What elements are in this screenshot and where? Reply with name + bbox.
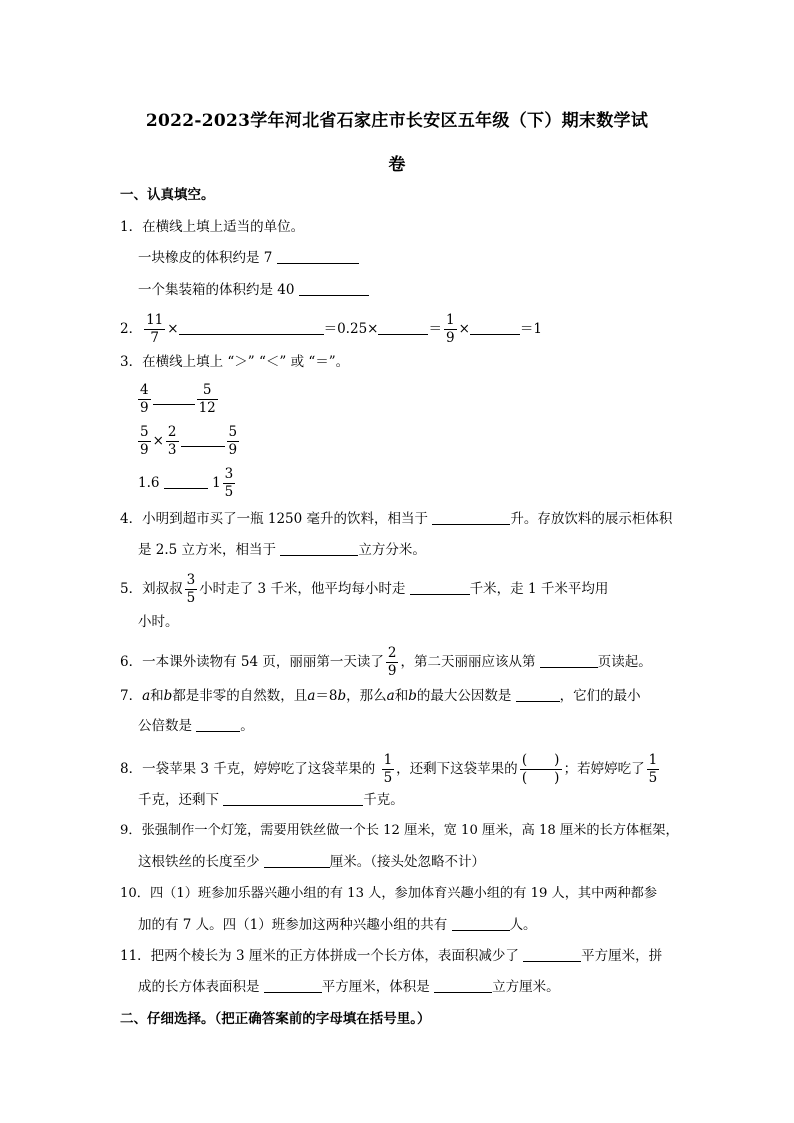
answer-blank[interactable] (264, 978, 322, 993)
times-sign: × (167, 321, 179, 337)
variable-b: b (163, 688, 173, 704)
answer-blank[interactable] (153, 390, 195, 405)
question-11-text: 成的长方体表面积是 (138, 979, 260, 995)
question-4-text: 升。存放饮料的展示柜体积 (510, 511, 673, 527)
times-sign: × (458, 321, 470, 337)
question-11-text: 11．把两个棱长为 3 厘米的正方体拼成一个长方体，表面积减少了 (120, 948, 519, 964)
answer-blank[interactable] (181, 432, 225, 447)
fraction (382, 752, 395, 787)
numerator-blank: ( ) (520, 752, 562, 770)
question-10-line1: 10．四（1）班参加乐器兴趣小组的有 13 人，参加体育兴趣小组的有 19 人，其中两种都参 (120, 886, 658, 901)
question-8-text: ，还剩下这袋苹果的 (396, 761, 518, 777)
variable-a: a (142, 688, 151, 704)
numerator: 5 (228, 424, 238, 440)
fraction-blank[interactable] (520, 752, 562, 787)
fraction (444, 312, 457, 347)
numerator: 5 (197, 382, 218, 400)
question-1-stem: 1．在横线上填上适当的单位。 (120, 219, 305, 235)
question-10-line2 (138, 915, 537, 935)
question-11-text: 平方厘米，拼 (581, 948, 663, 964)
answer-blank[interactable] (432, 510, 510, 525)
question-7-text: 公倍数是 (138, 718, 192, 734)
fraction (185, 572, 198, 607)
question-8-line2 (138, 790, 404, 810)
numerator: 1 (383, 752, 393, 768)
answer-blank[interactable] (523, 947, 581, 962)
question-4-text: 4．小明到超市买了一瓶 1250 毫升的饮料，相当于 (120, 511, 429, 527)
question-7-line1 (120, 686, 641, 706)
fraction (386, 645, 399, 680)
question-1a-text: 一块橡皮的体积约是 7 (138, 250, 273, 266)
question-8-text: 8．一袋苹果 3 千克，婷婷吃了这袋苹果的 (120, 761, 376, 777)
numerator: 2 (387, 645, 397, 661)
question-5-line1 (120, 572, 608, 607)
question-10-text: 人。 (509, 917, 537, 933)
question-7-line2 (138, 716, 254, 736)
fraction (138, 382, 151, 417)
denominator: 9 (140, 442, 149, 458)
question-2 (120, 312, 542, 347)
variable-a: a (307, 688, 316, 704)
question-9-line1: 9．张强制作一个灯笼，需要用铁丝做一个长 12 厘米，宽 10 厘米，高 18 厘米的长方体框架， (120, 823, 679, 838)
denominator: 9 (140, 400, 149, 416)
variable-b: b (408, 688, 417, 704)
question-number: 2． (120, 321, 143, 337)
question-5-text: 5．刘叔叔 (120, 581, 183, 597)
answer-blank[interactable] (264, 853, 330, 868)
fraction (166, 424, 179, 459)
question-6-text: ，第二天丽丽应该从第 (400, 654, 536, 670)
question-7-text: 和 (150, 688, 164, 704)
variable-b: b (337, 688, 347, 704)
mixed-number-whole: 1 (212, 475, 221, 491)
numerator: 4 (140, 382, 149, 398)
fraction (138, 424, 151, 459)
question-7-text: ，它们的最小 (559, 688, 641, 704)
question-7-text: 和 (394, 688, 409, 704)
question-4-text: 是 2.5 立方米，相当于 (138, 542, 277, 558)
answer-blank[interactable] (452, 916, 510, 931)
denominator: 9 (387, 663, 397, 679)
question-3-row1 (136, 382, 220, 417)
answer-blank[interactable] (378, 320, 428, 335)
denominator: 5 (383, 770, 393, 786)
question-number: 7． (120, 688, 143, 704)
answer-blank[interactable] (540, 653, 598, 668)
numerator: 1 (445, 312, 455, 328)
question-4-line1 (120, 509, 672, 529)
section-two-heading: 二、仔细选择。（把正确答案前的字母填在括号里。） (120, 1011, 431, 1027)
question-1a (138, 248, 359, 268)
question-4-line2 (138, 540, 426, 560)
denominator: 7 (150, 330, 159, 346)
numerator: 5 (140, 424, 149, 440)
denominator: 5 (648, 770, 658, 786)
fraction (223, 466, 236, 501)
answer-blank[interactable] (280, 541, 358, 556)
denominator: 3 (167, 442, 177, 458)
question-8-text: ；若婷婷吃了 (563, 761, 645, 777)
question-8-line1 (120, 752, 661, 787)
answer-blank[interactable] (516, 687, 560, 702)
question-7-text: 的最大公因数是 (416, 688, 512, 704)
question-1b (138, 280, 369, 300)
page-title-continued: 卷 (388, 155, 406, 175)
question-5-text: 小时走了 3 千米，他平均每小时走 (199, 581, 406, 597)
question-9-text: 厘米。（接头处忽略不计） (329, 854, 486, 870)
answer-blank[interactable] (277, 249, 359, 264)
question-4-text: 立方分米。 (358, 542, 426, 558)
page-title: 2022-2023学年河北省石家庄市长安区五年级（下）期末数学试 (145, 111, 649, 131)
denominator: 5 (186, 590, 196, 606)
numerator: 3 (224, 466, 234, 482)
denominator-blank: ( ) (521, 770, 560, 786)
section-one-heading: 一、认真填空。 (120, 187, 215, 203)
denominator: 9 (228, 442, 238, 458)
question-3-stem: 3．在横线上填上 “＞” “＜” 或 “＝”。 (120, 354, 350, 370)
answer-blank[interactable] (470, 320, 520, 335)
question-7-text: 。 (240, 718, 254, 734)
answer-blank[interactable] (164, 474, 208, 489)
answer-blank[interactable] (434, 978, 492, 993)
denominator: 12 (198, 400, 216, 416)
question-6 (120, 645, 652, 680)
answer-blank[interactable] (223, 791, 363, 806)
numerator: 3 (186, 572, 196, 588)
equation-text: ＝1 (519, 321, 542, 337)
question-6-text: 页读起。 (597, 654, 652, 670)
question-3-row2 (136, 424, 241, 459)
question-8-text: 千克，还剩下 (138, 792, 219, 808)
numerator: 1 (648, 752, 658, 768)
question-9-line2 (138, 852, 485, 872)
fraction (647, 752, 660, 787)
question-5-text: 千米，走 1 千米平均用 (469, 581, 609, 597)
question-5-text: 小时。 (138, 614, 179, 630)
question-7-text: 都是非零的自然数，且 (172, 688, 308, 704)
answer-blank[interactable] (196, 717, 240, 732)
numerator: 11 (146, 312, 164, 328)
fraction (197, 382, 218, 417)
question-5-line2 (138, 612, 179, 632)
denominator: 9 (445, 330, 455, 346)
question-11-text: 平方厘米，体积是 (321, 979, 430, 995)
question-1b-text: 一个集装箱的体积约是 40 (138, 282, 295, 298)
answer-blank[interactable] (179, 320, 324, 335)
question-11-line2 (138, 977, 560, 997)
times-sign: × (152, 433, 164, 449)
variable-a: a (386, 688, 395, 704)
fraction (144, 312, 165, 347)
question-7-text: ＝8 (315, 688, 338, 704)
equals-sign: ＝ (428, 321, 442, 337)
denominator: 5 (224, 484, 234, 500)
numerator: 2 (167, 424, 177, 440)
answer-blank[interactable] (299, 281, 369, 296)
question-11-line1 (120, 946, 662, 966)
question-10-text: 加的有 7 人。四（1）班参加这两种兴趣小组的共有 (138, 917, 448, 933)
fraction (227, 424, 240, 459)
question-7-text: ，那么 (346, 688, 387, 704)
question-8-text: 千克。 (363, 792, 404, 808)
question-6-text: 6．一本课外读物有 54 页，丽丽第一天读了 (120, 654, 384, 670)
question-11-text: 立方厘米。 (492, 979, 560, 995)
answer-blank[interactable] (410, 580, 470, 595)
equation-text: ＝0.25× (323, 321, 379, 337)
question-9-text: 这根铁丝的长度至少 (138, 854, 260, 870)
question-3-row3 (138, 466, 237, 501)
decimal-value: 1.6 (138, 475, 160, 491)
